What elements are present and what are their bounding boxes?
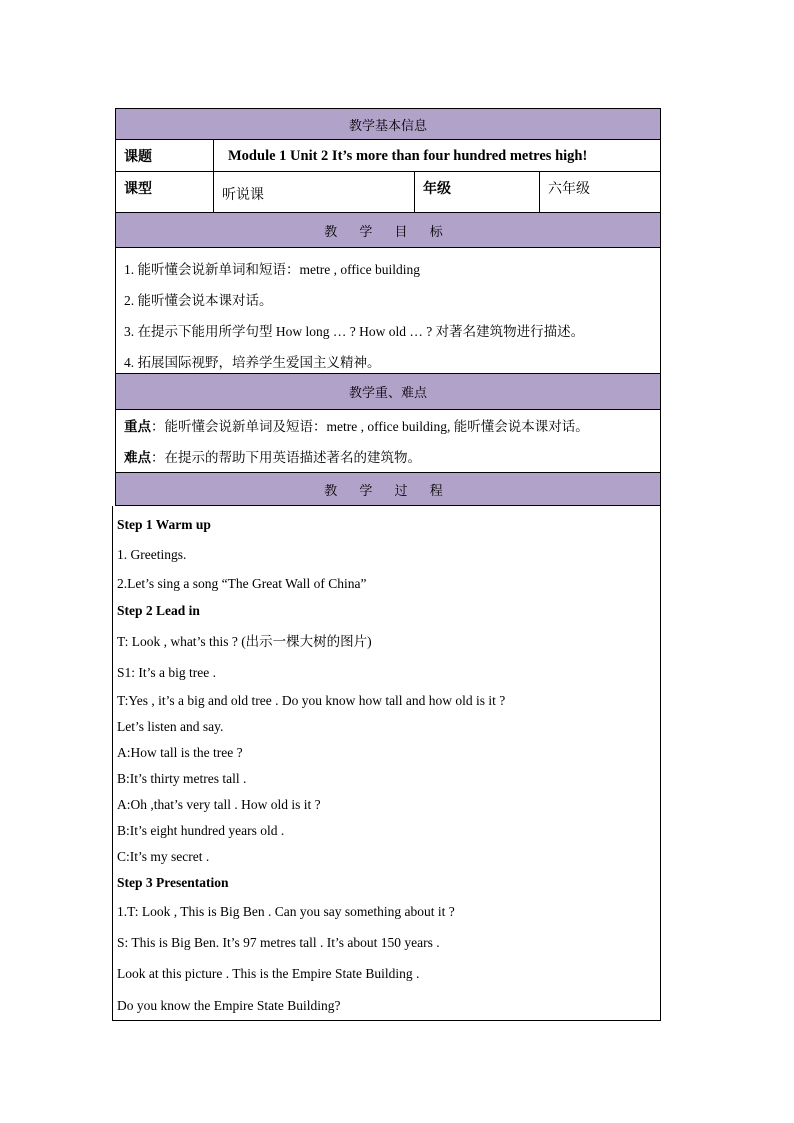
process-line: Step 3 Presentation xyxy=(117,875,229,890)
process-content xyxy=(112,506,661,1021)
process-line: A:How tall is the tree ? xyxy=(117,745,243,760)
difficulty-line xyxy=(124,442,652,473)
process-line: Do you know the Empire State Building? xyxy=(117,998,341,1013)
key-label: 重点 xyxy=(124,419,151,434)
goal-item: 2. 能听懂会说本课对话。 xyxy=(124,293,273,308)
section-header-process: 教 学 过 程 xyxy=(115,473,661,506)
process-line: S: This is Big Ben. It’s 97 metres tall . It’s about 150 years . xyxy=(117,935,440,950)
difficulty-text: ：在提示的帮助下用英语描述著名的建筑物。 xyxy=(151,450,421,465)
process-line: Step 2 Lead in xyxy=(117,603,200,618)
process-line: Let’s listen and say. xyxy=(117,719,224,734)
process-line: Step 1 Warm up xyxy=(117,517,211,532)
topic-label: 课题 xyxy=(116,140,214,171)
lesson-plan-table xyxy=(115,108,661,1021)
topic-value: Module 1 Unit 2 It’s more than four hundred metres high! xyxy=(228,148,588,164)
key-point-line xyxy=(124,411,652,442)
process-line: Look at this picture . This is the Empire State Building . xyxy=(117,966,420,981)
type-value: 听说课 xyxy=(214,172,415,212)
grade-label: 年级 xyxy=(415,172,540,212)
topic-row xyxy=(115,140,661,172)
key-text: ：能听懂会说新单词及短语：metre , office building, 能听懂会说本课对话。 xyxy=(151,419,589,434)
section-header-goals: 教 学 目 标 xyxy=(115,213,661,248)
section-header-key-points: 教学重、难点 xyxy=(115,374,661,410)
key-points-box xyxy=(115,410,661,473)
goal-item: 1. 能听懂会说新单词和短语：metre , office building xyxy=(124,262,420,277)
goal-item: 4. 拓展国际视野，培养学生爱国主义精神。 xyxy=(124,355,381,370)
goals-list xyxy=(115,248,661,374)
process-line: B:It’s eight hundred years old . xyxy=(117,823,285,838)
section-header-basic-info: 教学基本信息 xyxy=(115,108,661,140)
process-line: T: Look , what’s this ? (出示一棵大树的图片) xyxy=(117,634,372,649)
type-label: 课型 xyxy=(116,172,214,212)
process-line: 1. Greetings. xyxy=(117,547,187,562)
process-line: 2.Let’s sing a song “The Great Wall of China” xyxy=(117,576,367,591)
process-line: A:Oh ,that’s very tall . How old is it ? xyxy=(117,797,321,812)
process-line: B:It’s thirty metres tall . xyxy=(117,771,247,786)
grade-value: 六年级 xyxy=(548,181,590,197)
process-line: C:It’s my secret . xyxy=(117,849,210,864)
type-row xyxy=(115,172,661,213)
process-line: S1: It’s a big tree . xyxy=(117,665,216,680)
process-line: T:Yes , it’s a big and old tree . Do you know how tall and how old is it ? xyxy=(117,693,506,708)
goal-item: 3. 在提示下能用所学句型 How long … ? How old … ? 对著名建筑物进行描述。 xyxy=(124,324,585,339)
difficulty-label: 难点 xyxy=(124,450,151,465)
process-line: 1.T: Look , This is Big Ben . Can you say something about it ? xyxy=(117,904,455,919)
